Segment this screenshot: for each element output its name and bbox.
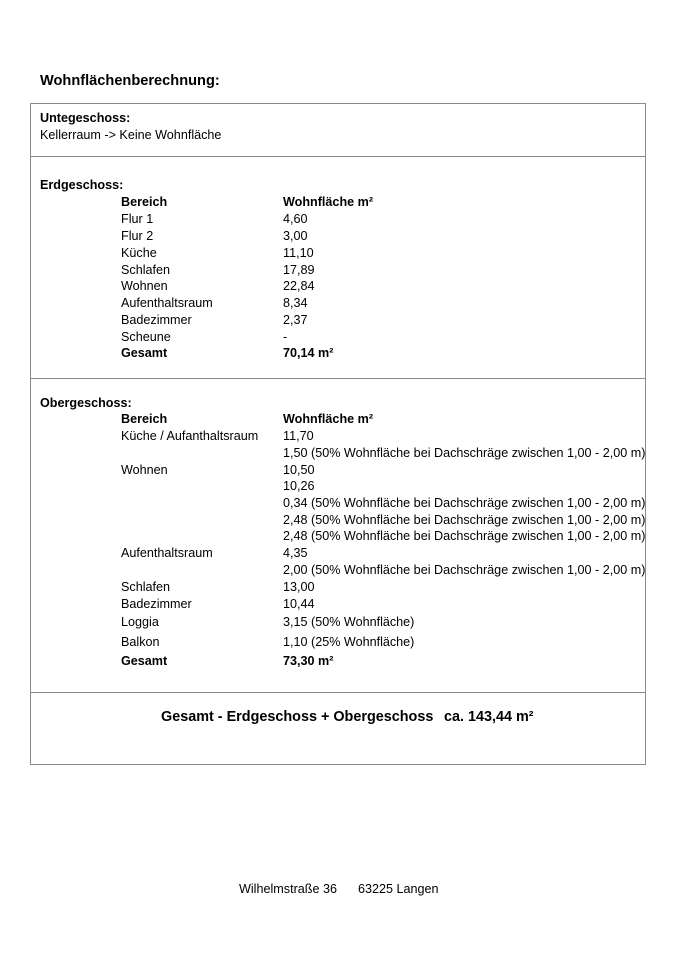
untergeschoss-heading: Untegeschoss: bbox=[40, 111, 131, 125]
row-area: Wohnen bbox=[121, 463, 168, 477]
row-value: 1,50 (50% Wohnfläche bei Dachschräge zwischen 1,00 - 2,00 m) bbox=[283, 446, 646, 460]
row-area: Flur 2 bbox=[121, 229, 154, 243]
row-value: 11,10 bbox=[283, 246, 314, 260]
table-row bbox=[31, 262, 645, 279]
row-value: 1,10 (25% Wohnfläche) bbox=[283, 635, 415, 649]
row-value: 2,37 bbox=[283, 313, 308, 327]
obergeschoss-heading: Obergeschoss: bbox=[40, 396, 132, 410]
table-row bbox=[31, 329, 645, 346]
table-row bbox=[31, 545, 645, 562]
erdgeschoss-header-row bbox=[31, 194, 645, 211]
row-value: 8,34 bbox=[283, 296, 308, 310]
row-area: Schlafen bbox=[121, 580, 171, 594]
row-area: Aufenthaltsraum bbox=[121, 546, 213, 560]
row-value: 0,34 (50% Wohnfläche bei Dachschräge zwischen 1,00 - 2,00 m) bbox=[283, 496, 646, 510]
table-row bbox=[31, 528, 645, 545]
table-row bbox=[31, 495, 645, 512]
page-title: Wohnflächenberechnung: bbox=[40, 73, 220, 89]
table-row bbox=[31, 278, 645, 295]
column-header-area: Bereich bbox=[121, 412, 168, 426]
table-row bbox=[31, 445, 645, 462]
row-value: 22,84 bbox=[283, 279, 315, 293]
row-value: 13,00 bbox=[283, 580, 315, 594]
total-label: Gesamt bbox=[121, 346, 168, 360]
row-area: Loggia bbox=[121, 615, 159, 629]
row-area: Aufenthaltsraum bbox=[121, 296, 213, 310]
grand-total bbox=[161, 709, 534, 725]
footer-street: Wilhelmstraße 36 bbox=[239, 882, 337, 896]
row-value: 10,50 bbox=[283, 463, 315, 477]
row-value: 4,60 bbox=[283, 212, 308, 226]
row-value: 2,48 (50% Wohnfläche bei Dachschräge zwischen 1,00 - 2,00 m) bbox=[283, 513, 646, 527]
erdgeschoss-total-row bbox=[31, 345, 645, 362]
row-value: 10,26 bbox=[283, 479, 315, 493]
row-area: Schlafen bbox=[121, 263, 171, 277]
grand-total-label: Gesamt - Erdgeschoss + Obergeschoss bbox=[161, 709, 434, 725]
erdgeschoss-heading: Erdgeschoss: bbox=[40, 178, 124, 192]
row-value: 10,44 bbox=[283, 597, 315, 611]
row-value: 2,48 (50% Wohnfläche bei Dachschräge zwischen 1,00 - 2,00 m) bbox=[283, 529, 646, 543]
table-row bbox=[31, 614, 645, 631]
table-row bbox=[31, 512, 645, 529]
row-area: Badezimmer bbox=[121, 313, 192, 327]
obergeschoss-header-row bbox=[31, 411, 645, 428]
table-row bbox=[31, 312, 645, 329]
total-value: 73,30 m² bbox=[283, 654, 334, 668]
section-grand-total bbox=[31, 692, 645, 766]
total-value: 70,14 m² bbox=[283, 346, 334, 360]
table-row bbox=[31, 562, 645, 579]
obergeschoss-total-row bbox=[31, 653, 645, 670]
column-header-value: Wohnfläche m² bbox=[283, 412, 374, 426]
row-area: Balkon bbox=[121, 635, 160, 649]
row-value: 4,35 bbox=[283, 546, 308, 560]
column-header-value: Wohnfläche m² bbox=[283, 195, 374, 209]
table-row bbox=[31, 245, 645, 262]
table-row bbox=[31, 596, 645, 613]
row-value: 11,70 bbox=[283, 429, 314, 443]
total-label: Gesamt bbox=[121, 654, 168, 668]
table-row bbox=[31, 428, 645, 445]
table-row bbox=[31, 228, 645, 245]
grand-total-value: ca. 143,44 m² bbox=[444, 709, 534, 725]
row-area: Küche bbox=[121, 246, 157, 260]
row-area: Küche / Aufanthaltsraum bbox=[121, 429, 259, 443]
untergeschoss-text: Kellerraum -> Keine Wohnfläche bbox=[40, 128, 222, 142]
row-value: 3,00 bbox=[283, 229, 308, 243]
row-value: - bbox=[283, 330, 288, 344]
row-area: Flur 1 bbox=[121, 212, 154, 226]
table-row bbox=[31, 634, 645, 651]
calculation-table bbox=[30, 103, 646, 765]
row-area: Scheune bbox=[121, 330, 171, 344]
section-untergeschoss bbox=[31, 104, 645, 156]
table-row bbox=[31, 295, 645, 312]
footer-address bbox=[239, 882, 439, 896]
table-row bbox=[31, 462, 645, 479]
row-value: 2,00 (50% Wohnfläche bei Dachschräge zwischen 1,00 - 2,00 m) bbox=[283, 563, 646, 577]
table-row bbox=[31, 211, 645, 228]
table-row bbox=[31, 579, 645, 596]
section-erdgeschoss bbox=[31, 156, 645, 379]
row-value: 3,15 (50% Wohnfläche) bbox=[283, 615, 415, 629]
row-area: Wohnen bbox=[121, 279, 168, 293]
section-obergeschoss bbox=[31, 378, 645, 693]
footer-city: 63225 Langen bbox=[357, 882, 439, 896]
table-row bbox=[31, 478, 645, 495]
column-header-area: Bereich bbox=[121, 195, 168, 209]
row-value: 17,89 bbox=[283, 263, 315, 277]
row-area: Badezimmer bbox=[121, 597, 192, 611]
